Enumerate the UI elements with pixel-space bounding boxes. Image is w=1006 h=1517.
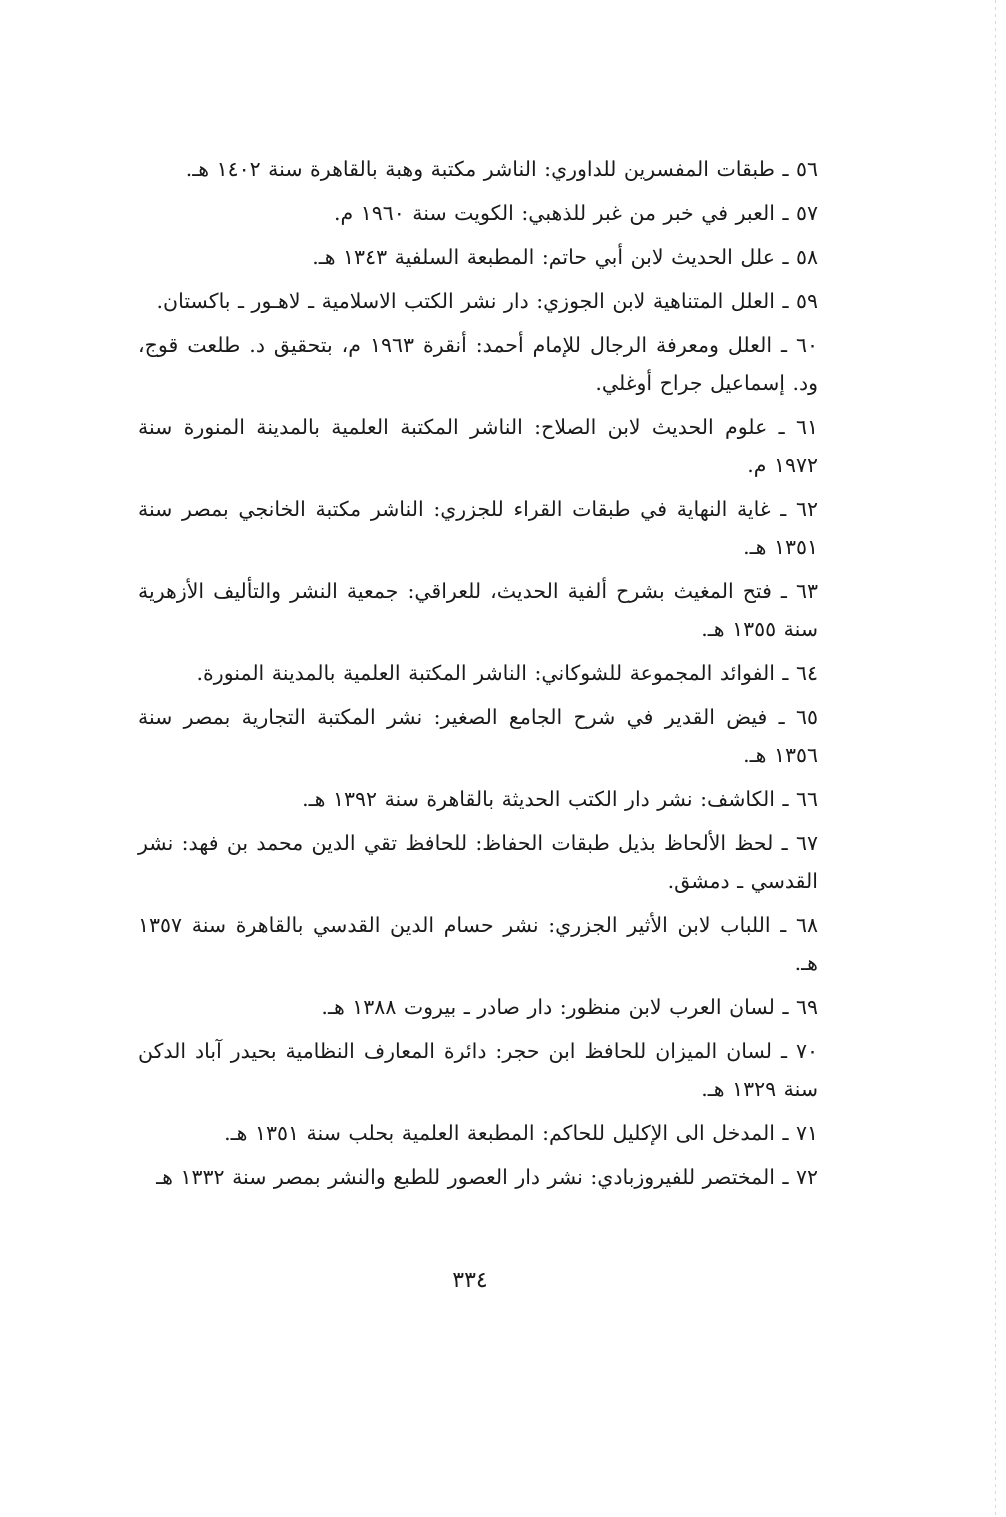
bibliography-entry-58: ٥٨ ـ علل الحديث لابن أبي حاتم: المطبعة السلفية ١٣٤٣ هـ. [312,245,818,269]
bibliography-entry-69: ٦٩ ـ لسان العرب لابن منظور: دار صادر ـ بيروت ١٣٨٨ هـ. [321,995,818,1019]
page-number: ٣٣٤ [452,1268,488,1293]
bibliography-entry-72: ٧٢ ـ المختصر للفيروزبادي: نشر دار العصور للطبع والنشر بمصر سنة ١٣٣٢ هـ [156,1165,818,1189]
bibliography-entry-63: ٦٣ ـ فتح المغيث بشرح ألفية الحديث، للعراقي: جمعية النشر والتأليف الأزهرية سنة ١٣٥٥ هـ. [138,579,818,641]
bibliography-entry-71: ٧١ ـ المدخل الى الإكليل للحاكم: المطبعة العلمية بحلب سنة ١٣٥١ هـ. [224,1121,818,1145]
bibliography-entry-70: ٧٠ ـ لسان الميزان للحافظ ابن حجر: دائرة المعارف النظامية بحيدر آباد الدكن سنة ١٣٢٩ هـ. [138,1039,818,1101]
bibliography-entry-64: ٦٤ ـ الفوائد المجموعة للشوكاني: الناشر المكتبة العلمية بالمدينة المنورة. [196,661,818,685]
bibliography-entry-68: ٦٨ ـ اللباب لابن الأثير الجزري: نشر حسام الدين القدسي بالقاهرة سنة ١٣٥٧ هـ. [138,913,818,975]
bibliography-entry-66: ٦٦ ـ الكاشف: نشر دار الكتب الحديثة بالقاهرة سنة ١٣٩٢ هـ. [302,787,818,811]
bibliography-entry-56: ٥٦ ـ طبقات المفسرين للداوري: الناشر مكتبة وهبة بالقاهرة سنة ١٤٠٢ هـ. [185,157,818,181]
bibliography-entry-61: ٦١ ـ علوم الحديث لابن الصلاح: الناشر المكتبة العلمية بالمدينة المنورة سنة ١٩٧٢ م. [138,415,818,477]
bibliography-entry-57: ٥٧ ـ العبر في خبر من غبر للذهبي: الكويت سنة ١٩٦٠ م. [334,201,818,225]
bibliography-entry-59: ٥٩ ـ العلل المتناهية لابن الجوزي: دار نشر الكتب الاسلامية ـ لاهـور ـ باكستان. [156,289,818,313]
bibliography-entry-60: ٦٠ ـ العلل ومعرفة الرجال للإمام أحمد: أنقرة ١٩٦٣ م، بتحقيق د. طلعت قوج، ود. إسماعيل جراح أوغلي. [138,333,818,395]
scan-edge-artifact [995,0,996,1517]
bibliography-entry-67: ٦٧ ـ لحظ الألحاظ بذيل طبقات الحفاظ: للحافظ تقي الدين محمد بن فهد: نشر القدسي ـ دمشق. [138,831,818,893]
bibliography-entry-62: ٦٢ ـ غاية النهاية في طبقات القراء للجزري: الناشر مكتبة الخانجي بمصر سنة ١٣٥١ هـ. [138,497,818,559]
bibliography-list [138,150,818,1202]
bibliography-entry-65: ٦٥ ـ فيض القدير في شرح الجامع الصغير: نشر المكتبة التجارية بمصر سنة ١٣٥٦ هـ. [138,705,818,767]
